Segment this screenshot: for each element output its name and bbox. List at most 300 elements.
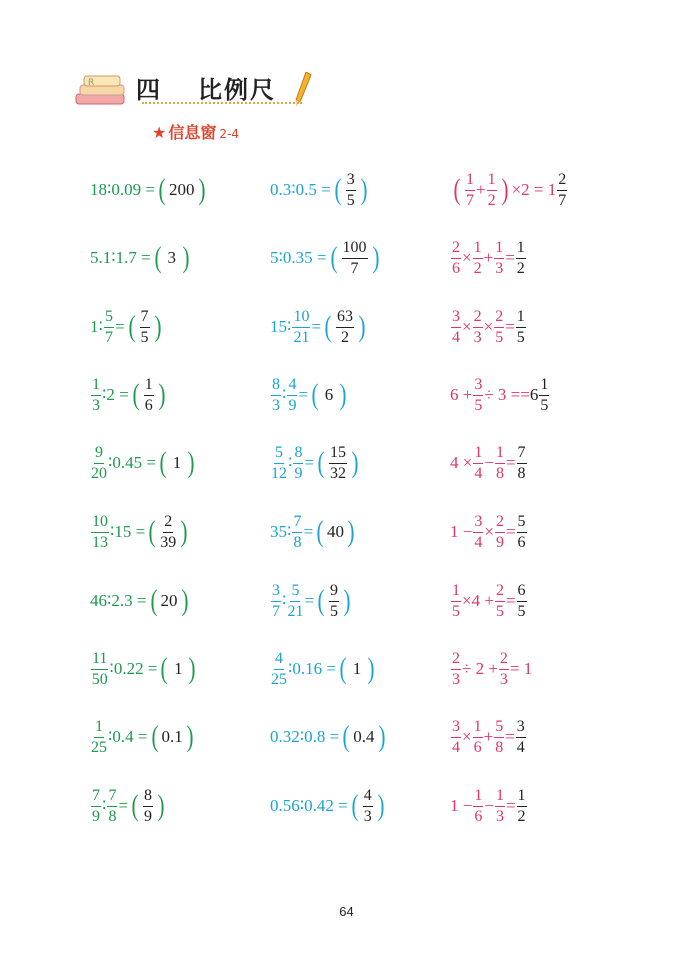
fraction — [495, 788, 505, 825]
denominator: 4 — [516, 738, 525, 756]
answer-fraction — [336, 309, 354, 346]
denominator: 20 — [91, 464, 107, 482]
expression-text: 4 × — [450, 453, 473, 472]
fraction — [91, 514, 109, 551]
numerator: 9 — [329, 583, 339, 602]
close-paren: ) — [157, 789, 165, 822]
result-fraction — [539, 377, 549, 414]
numerator: 7 — [107, 788, 117, 807]
expression-text: = — [311, 317, 322, 336]
expression-text: × — [484, 522, 494, 541]
denominator: 2 — [473, 259, 482, 277]
denominator: 9 — [92, 807, 100, 825]
fraction — [499, 651, 509, 688]
open-paren: ( — [131, 789, 139, 822]
expression-text: ∶ — [288, 453, 293, 472]
open-paren: ( — [339, 652, 347, 685]
answer-fraction — [329, 445, 347, 482]
problem-row — [0, 644, 693, 694]
answer-fraction — [342, 240, 368, 277]
numerator: 3 — [271, 583, 281, 602]
result-fraction — [517, 788, 527, 825]
close-paren: ) — [154, 310, 162, 343]
expression-text: ∶0.22 = — [109, 659, 158, 678]
denominator: 3 — [499, 670, 508, 688]
expression-text: 46∶2.3 = — [90, 591, 147, 610]
answer: 20 — [160, 591, 178, 610]
problem-col2 — [270, 370, 350, 420]
denominator: 6 — [452, 259, 460, 277]
fraction — [451, 719, 461, 756]
problem-row — [0, 507, 693, 557]
open-paren: ( — [311, 378, 319, 411]
result-fraction — [517, 514, 527, 551]
expression-text: + — [483, 248, 494, 267]
problem-col1 — [90, 507, 191, 557]
answer: 40 — [327, 522, 345, 541]
fraction — [292, 514, 302, 551]
problem-col3 — [450, 233, 527, 283]
expression-text: ∶ — [282, 385, 287, 404]
numerator: 7 — [517, 445, 527, 464]
problem-col3 — [450, 712, 527, 762]
expression-text: ∶15 = — [110, 522, 146, 541]
problem-row — [0, 233, 693, 283]
denominator: 9 — [144, 807, 153, 825]
expression-text: + — [476, 180, 486, 199]
open-paren: ( — [160, 652, 168, 685]
expression-text: 5.1∶1.7 = — [90, 248, 151, 267]
denominator: 5 — [330, 602, 339, 620]
expression-text: 1 − — [450, 796, 473, 815]
fraction — [473, 788, 483, 825]
numerator: 2 — [495, 583, 505, 602]
problem-col3 — [450, 644, 532, 694]
expression-text: = — [505, 796, 516, 815]
expression-text: ∶0.4 = — [108, 727, 148, 746]
problem-col3 — [450, 302, 527, 352]
close-paren: ) — [188, 652, 196, 685]
expression-text: = — [304, 591, 315, 610]
fraction — [473, 514, 483, 551]
denominator: 7 — [272, 602, 280, 620]
numerator: 15 — [329, 445, 347, 464]
numerator: 7 — [140, 309, 150, 328]
numerator: 3 — [473, 377, 483, 396]
expression-text: 0.56∶0.42 = — [270, 796, 348, 815]
denominator: 5 — [140, 328, 149, 346]
answer: 0.4 — [353, 727, 375, 746]
expression-text: 35∶ — [270, 522, 292, 541]
fraction — [91, 377, 101, 414]
fraction — [91, 719, 107, 756]
answer: 1 — [172, 453, 182, 472]
fraction — [465, 172, 475, 209]
numerator: 2 — [499, 651, 509, 670]
fraction — [494, 309, 504, 346]
answer: 3 — [167, 248, 177, 267]
numerator: 63 — [336, 309, 354, 328]
expression-text: ÷ 2 + — [462, 659, 498, 678]
problem-col3 — [450, 507, 528, 557]
close-paren: ) — [360, 173, 368, 206]
denominator: 25 — [271, 670, 287, 688]
denominator: 4 — [452, 738, 460, 756]
result-fraction — [517, 583, 527, 620]
denominator: 5 — [346, 191, 355, 209]
expression-text: = — [520, 385, 530, 404]
problem-col2 — [270, 165, 371, 215]
fraction — [451, 309, 461, 346]
fraction — [451, 240, 461, 277]
close-paren: ) — [378, 720, 386, 753]
expression-text: ∶2 = — [102, 385, 129, 404]
numerator: 3 — [451, 719, 461, 738]
denominator: 5 — [517, 602, 526, 620]
svg-text:R: R — [88, 78, 95, 88]
answer: 6 — [324, 385, 334, 404]
denominator: 5 — [495, 602, 504, 620]
denominator: 8 — [495, 464, 504, 482]
denominator: 3 — [473, 328, 482, 346]
expression-text: = — [118, 796, 129, 815]
numerator: 1 — [94, 719, 104, 738]
open-paren: ( — [132, 378, 140, 411]
result-fraction — [517, 445, 527, 482]
denominator: 4 — [474, 533, 483, 551]
numerator: 4 — [363, 788, 373, 807]
fraction — [494, 719, 504, 756]
numerator: 8 — [271, 377, 281, 396]
fraction — [292, 309, 310, 346]
denominator: 5 — [452, 602, 460, 620]
denominator: 9 — [288, 396, 297, 414]
numerator: 4 — [287, 377, 297, 396]
numerator: 1 — [473, 445, 483, 464]
fraction — [287, 377, 297, 414]
problem-row — [0, 370, 693, 420]
expression-text: = — [505, 453, 516, 472]
fraction — [451, 651, 461, 688]
numerator: 1 — [517, 788, 527, 807]
close-paren: ) — [367, 652, 375, 685]
denominator: 3 — [452, 670, 460, 688]
numerator: 5 — [274, 445, 284, 464]
numerator: 3 — [516, 719, 526, 738]
problem-col2 — [270, 507, 358, 557]
problem-col1 — [90, 781, 168, 831]
expression-text: = — [114, 317, 125, 336]
expression-text: = — [505, 522, 516, 541]
close-paren: ) — [180, 515, 188, 548]
result-fraction — [557, 172, 567, 209]
numerator: 5 — [104, 309, 114, 328]
open-paren: ( — [453, 173, 461, 206]
problem-col3 — [450, 576, 528, 626]
denominator: 5 — [474, 396, 483, 414]
denominator: 4 — [452, 328, 460, 346]
problem-col3 — [450, 370, 550, 420]
open-paren: ( — [351, 789, 359, 822]
open-paren: ( — [154, 241, 162, 274]
problem-col2 — [270, 576, 354, 626]
answer-fraction — [329, 583, 339, 620]
fraction — [495, 583, 505, 620]
expression-text: ∶0.45 = — [108, 453, 157, 472]
close-paren: ) — [358, 310, 366, 343]
numerator: 2 — [495, 514, 505, 533]
numerator: 1 — [473, 788, 483, 807]
numerator: 4 — [274, 651, 284, 670]
answer-fraction — [363, 788, 373, 825]
fraction — [473, 719, 483, 756]
expression-text: = — [505, 727, 515, 746]
answer: 0.1 — [161, 727, 183, 746]
problem-col2 — [270, 302, 369, 352]
numerator: 1 — [487, 172, 497, 191]
problem-col1 — [90, 576, 192, 626]
fraction — [91, 788, 101, 825]
numerator: 1 — [465, 172, 475, 191]
open-paren: ( — [317, 584, 325, 617]
expression-text: − — [484, 796, 494, 815]
answer: 1 — [352, 659, 362, 678]
problem-col1 — [90, 712, 197, 762]
expression-text: ÷ 3 = — [484, 385, 521, 404]
numerator: 3 — [451, 309, 461, 328]
denominator: 3 — [495, 259, 504, 277]
numerator: 5 — [494, 719, 504, 738]
numerator: 1 — [91, 377, 101, 396]
open-paren: ( — [159, 446, 167, 479]
expression-text: ∶0.16 = — [288, 659, 337, 678]
result-fraction — [516, 719, 526, 756]
denominator: 2 — [341, 328, 350, 346]
denominator: 12 — [271, 464, 287, 482]
numerator: 1 — [539, 377, 549, 396]
denominator: 6 — [517, 533, 526, 551]
chapter-number: 四 — [136, 76, 162, 104]
header-underline — [142, 102, 302, 104]
expression-text: × — [483, 317, 494, 336]
numerator: 6 — [517, 583, 527, 602]
denominator: 7 — [558, 191, 567, 209]
expression-text: × — [462, 727, 472, 746]
open-paren: ( — [330, 241, 338, 274]
close-paren: ) — [186, 720, 194, 753]
numerator: 10 — [91, 514, 109, 533]
close-paren: ) — [347, 515, 355, 548]
denominator: 5 — [540, 396, 549, 414]
close-paren: ) — [182, 241, 190, 274]
denominator: 6 — [474, 807, 483, 825]
denominator: 3 — [272, 396, 280, 414]
numerator: 7 — [292, 514, 302, 533]
open-paren: ( — [150, 584, 158, 617]
numerator: 1 — [473, 719, 483, 738]
numerator: 1 — [473, 240, 483, 259]
fraction — [271, 377, 281, 414]
problem-col2 — [270, 712, 389, 762]
numerator: 7 — [91, 788, 101, 807]
answer-fraction — [346, 172, 356, 209]
fraction — [91, 445, 107, 482]
problem-row — [0, 165, 693, 215]
numerator: 1 — [494, 240, 504, 259]
fraction — [494, 240, 504, 277]
numerator: 3 — [346, 172, 356, 191]
close-paren: ) — [158, 378, 166, 411]
problem-col1 — [90, 644, 199, 694]
close-paren: ) — [187, 446, 195, 479]
numerator: 5 — [517, 514, 527, 533]
denominator: 2 — [487, 191, 496, 209]
numerator: 1 — [495, 445, 505, 464]
numerator: 1 — [516, 240, 526, 259]
problem-col2 — [270, 781, 388, 831]
fraction — [451, 583, 461, 620]
close-paren: ) — [339, 378, 347, 411]
answer-fraction — [140, 309, 150, 346]
numerator: 2 — [494, 309, 504, 328]
numerator: 100 — [342, 240, 368, 259]
close-paren: ) — [351, 446, 359, 479]
open-paren: ( — [148, 515, 156, 548]
expression-text: = — [303, 522, 314, 541]
expression-text: 1∶ — [90, 317, 103, 336]
expression-text: ∶ — [282, 591, 287, 610]
numerator: 1 — [451, 583, 461, 602]
expression-text: 18∶0.09 = — [90, 180, 156, 199]
expression-text: − — [484, 453, 494, 472]
fraction — [271, 651, 287, 688]
result-fraction — [516, 240, 526, 277]
chapter-title: 比例尺 — [198, 76, 276, 104]
numerator: 9 — [94, 445, 104, 464]
fraction — [287, 583, 303, 620]
expression-text: ×2 = 1 — [511, 180, 557, 199]
fraction — [495, 445, 505, 482]
denominator: 39 — [160, 533, 177, 551]
denominator: 6 — [473, 738, 482, 756]
open-paren: ( — [324, 310, 332, 343]
answer-fraction — [144, 377, 154, 414]
result-whole: 6 — [529, 385, 539, 404]
problem-col3 — [450, 781, 528, 831]
problem-row — [0, 712, 693, 762]
expression-text: × — [462, 317, 472, 336]
fraction — [473, 377, 483, 414]
expression-text: 0.32∶0.8 = — [270, 727, 340, 746]
chapter-header — [72, 66, 332, 110]
denominator: 50 — [91, 670, 108, 688]
expression-text: 1 − — [450, 522, 473, 541]
fraction — [473, 445, 483, 482]
denominator: 9 — [495, 533, 504, 551]
fraction — [91, 651, 108, 688]
open-paren: ( — [342, 720, 350, 753]
denominator: 8 — [517, 464, 526, 482]
denominator: 5 — [495, 328, 504, 346]
numerator: 2 — [473, 309, 483, 328]
open-paren: ( — [128, 310, 136, 343]
answer: 1 — [174, 659, 183, 678]
answer: 200 — [169, 180, 195, 199]
denominator: 3 — [363, 807, 372, 825]
denominator: 4 — [474, 464, 483, 482]
fraction — [487, 172, 497, 209]
fraction — [473, 309, 483, 346]
numerator: 2 — [163, 514, 173, 533]
expression-text: = — [298, 385, 309, 404]
numerator: 1 — [516, 309, 526, 328]
page-number: 64 — [339, 904, 354, 919]
close-paren: ) — [198, 173, 206, 206]
problem-col1 — [90, 233, 193, 283]
info-window-label: ★ 信息窗 2-4 — [152, 123, 239, 142]
denominator: 21 — [287, 602, 304, 620]
problem-row — [0, 781, 693, 831]
denominator: 8 — [108, 807, 117, 825]
open-paren: ( — [316, 515, 324, 548]
problem-col1 — [90, 438, 198, 488]
fraction — [271, 583, 281, 620]
denominator: 3 — [92, 396, 100, 414]
answer-fraction — [160, 514, 176, 551]
expression-text: = — [304, 453, 315, 472]
open-paren: ( — [158, 173, 166, 206]
expression-text: + — [483, 727, 494, 746]
expression-text: 15∶ — [270, 317, 292, 336]
denominator: 3 — [495, 807, 504, 825]
close-paren: ) — [501, 173, 509, 206]
expression-text: ∶ — [102, 796, 107, 815]
denominator: 5 — [516, 328, 525, 346]
problem-row — [0, 576, 693, 626]
expression-text: = — [505, 248, 515, 267]
problem-col1 — [90, 302, 165, 352]
denominator: 6 — [144, 396, 153, 414]
denominator: 21 — [293, 328, 310, 346]
fraction — [107, 788, 117, 825]
numerator: 2 — [451, 240, 461, 259]
expression-text: 6 + — [450, 385, 473, 404]
numerator: 2 — [451, 651, 461, 670]
problem-col3 — [450, 165, 568, 215]
numerator: 10 — [292, 309, 310, 328]
denominator: 32 — [330, 464, 347, 482]
denominator: 7 — [104, 328, 113, 346]
open-paren: ( — [317, 446, 325, 479]
numerator: 1 — [144, 377, 154, 396]
denominator: 2 — [516, 259, 525, 277]
fraction — [293, 445, 303, 482]
expression-text: 5∶0.35 = — [270, 248, 327, 267]
star-icon: ★ — [152, 123, 167, 142]
close-paren: ) — [377, 789, 385, 822]
fraction — [495, 514, 505, 551]
numerator: 3 — [473, 514, 483, 533]
denominator: 7 — [466, 191, 474, 209]
denominator: 8 — [293, 533, 302, 551]
close-paren: ) — [181, 584, 189, 617]
close-paren: ) — [343, 584, 351, 617]
problem-col3 — [450, 438, 528, 488]
numerator: 8 — [293, 445, 303, 464]
numerator: 11 — [91, 651, 108, 670]
numerator: 5 — [290, 583, 300, 602]
fraction — [104, 309, 114, 346]
